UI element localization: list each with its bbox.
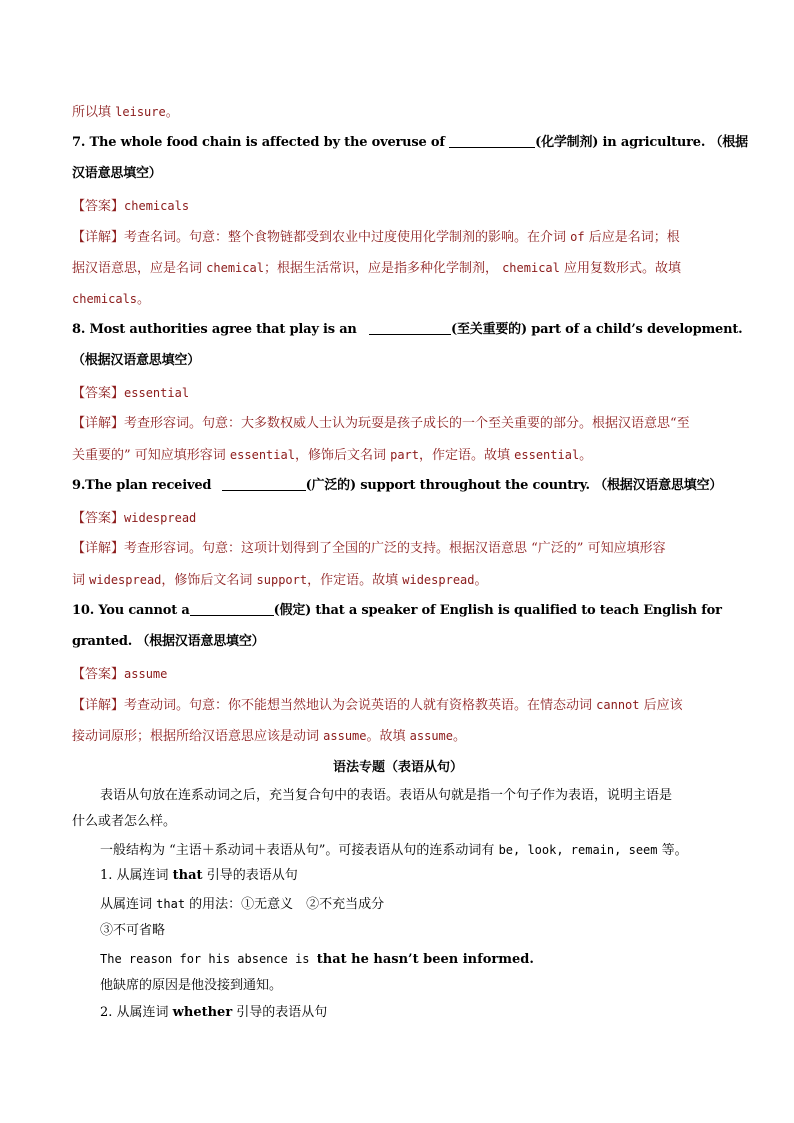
usage-line-3: ③不可省略 <box>100 923 166 938</box>
paragraph-2: 一般结构为 “主语＋系动词＋表语从句”。可接表语从句的连系动词有 be, look, remain, seem 等。 <box>100 843 688 858</box>
heading-2: 2. 从属连词 whether 引导的表语从句 <box>100 1005 328 1020</box>
answer-7: 【答案】chemicals <box>72 199 190 214</box>
detail-7-line-1: 【详解】考查名词。句意：整个食物链都受到农业中过度使用化学制剂的影响。在介词 of 后应是名词；根 <box>72 230 680 245</box>
paragraph-1-line-1: 表语从句放在连系动词之后，充当复合句中的表语。表语从句就是指一个句子作为表语，说明主语是 <box>100 788 673 803</box>
detail-9-line-2: 词 widespread，修饰后文名词 support，作定语。故填 widespread。 <box>72 573 488 588</box>
detail-10-line-2: 接动词原形；根据所给汉语意思应该是动词 assume。故填 assume。 <box>72 729 467 744</box>
answer-blank <box>190 601 274 616</box>
answer-label: 【答案】 <box>72 511 125 526</box>
answer-9: 【答案】widespread <box>72 511 197 526</box>
detail-7-line-2: 据汉语意思，应是名词 chemical；根据生活常识，应是指多种化学制剂， chemical 应用复数形式。故填 <box>72 261 682 276</box>
example-sentence: The reason for his absence is that he hasn’t been informed. <box>100 952 534 967</box>
detail-8-line-2: 关重要的” 可知应填形容词 essential，修饰后文名词 part，作定语。故填 essential。 <box>72 448 593 463</box>
question-10-line-2: granted. （根据汉语意思填空） <box>72 634 265 649</box>
detail-8-line-1: 【详解】考查形容词。句意：大多数权威人士认为玩耍是孩子成长的一个至关重要的部分。根据汉语意思“至 <box>72 416 690 431</box>
previous-answer-tail: 所以填 leisure。 <box>72 105 179 120</box>
detail-9-line-1: 【详解】考查形容词。句意：这项计划得到了全国的广泛的支持。根据汉语意思 “广泛的” 可知应填形容 <box>72 541 666 556</box>
usage-line: 从属连词 that 的用法：①无意义 ②不充当成分 <box>100 897 385 912</box>
answer-10: 【答案】assume <box>72 667 168 682</box>
question-9-line-1: 9.The plan received (广泛的) support throughout the country. （根据汉语意思填空） <box>72 478 723 493</box>
question-8-line-1: 8. Most authorities agree that play is an (至关重要的) part of a child’s development. <box>72 322 743 337</box>
example-translation: 他缺席的原因是他没接到通知。 <box>100 978 283 993</box>
detail-10-line-1: 【详解】考查动词。句意：你不能想当然地认为会说英语的人就有资格教英语。在情态动词 cannot 后应该 <box>72 698 683 713</box>
question-7-line-2: 汉语意思填空） <box>72 166 162 181</box>
answer-blank <box>449 133 535 148</box>
answer-blank <box>222 476 306 491</box>
section-title: 语法专题（表语从句） <box>332 760 463 775</box>
paragraph-1-line-2: 什么或者怎么样。 <box>72 814 177 829</box>
answer-label: 【答案】 <box>72 199 125 214</box>
answer-label: 【答案】 <box>72 386 125 401</box>
answer-blank <box>369 320 451 335</box>
detail-7-line-3: chemicals。 <box>72 292 151 307</box>
answer-label: 【答案】 <box>72 667 125 682</box>
question-10-line-1: 10. You cannot a (假定) that a speaker of English is qualified to teach English for <box>72 603 722 618</box>
answer-8: 【答案】essential <box>72 386 190 401</box>
heading-1: 1. 从属连词 that 引导的表语从句 <box>100 868 298 883</box>
question-7-line-1: 7. The whole food chain is affected by the overuse of (化学制剂) in agriculture. （根据 <box>72 135 748 150</box>
question-8-line-2: （根据汉语意思填空） <box>72 353 201 368</box>
